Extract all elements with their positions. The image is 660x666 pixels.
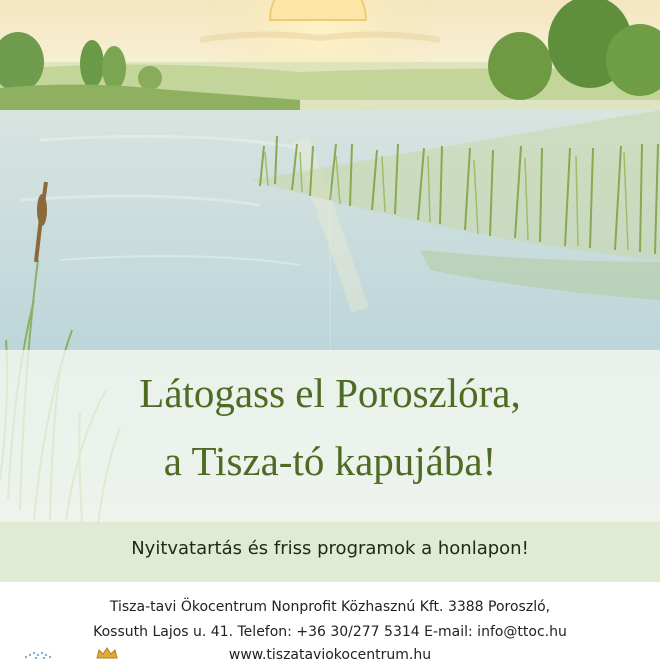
footer-website-link[interactable]: www.tiszataviokocentrum.hu bbox=[228, 647, 432, 663]
dotted-logo bbox=[22, 648, 62, 660]
footer-company-address: Tisza-tavi Ökocentrum Nonprofit Közhasznú Kft. 3388 Poroszló, bbox=[109, 599, 551, 615]
crown-icon bbox=[95, 646, 119, 660]
subheadline: Nyitvatartás és friss programok a honlapon! bbox=[131, 538, 529, 559]
headline-line-2: a Tisza-tó kapujába! bbox=[163, 438, 497, 484]
footer-contact-info: Kossuth Lajos u. 41. Telefon: +36 30/277 5314 E-mail: info@ttoc.hu bbox=[93, 624, 567, 640]
headline-line-1: Látogass el Poroszlóra, bbox=[139, 370, 521, 416]
